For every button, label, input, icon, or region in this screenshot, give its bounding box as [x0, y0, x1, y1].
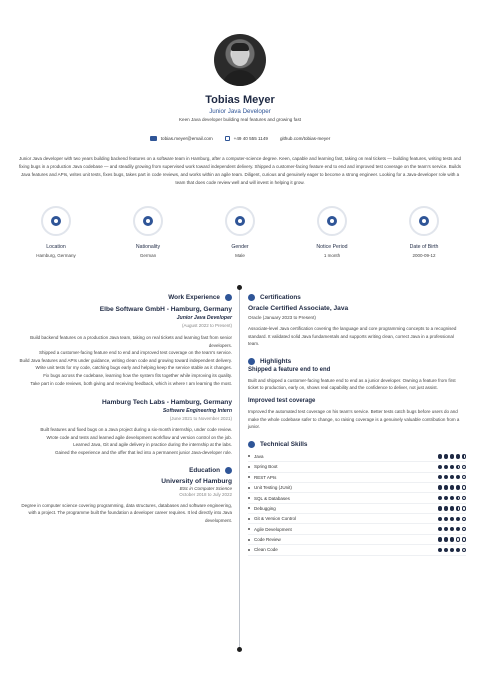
- fact-notice-period: Notice Period 1 month: [302, 206, 362, 258]
- rating-dot: [438, 506, 442, 510]
- rating-dot: [450, 548, 454, 552]
- rating-dot: [438, 485, 442, 489]
- location-pin-icon: [41, 206, 71, 236]
- candidate-name: Tobias Meyer: [205, 94, 275, 106]
- star-icon: [248, 358, 255, 365]
- section-work-experience: Work Experience: [14, 294, 232, 301]
- skill-row: [248, 514, 466, 524]
- fact-date-of-birth: Date of Birth 2000-09-12: [394, 206, 454, 258]
- fact-location: Location Hamburg, Germany: [26, 206, 86, 258]
- rating-dot: [438, 517, 442, 521]
- rating-dot: [462, 506, 466, 510]
- skill-row: [248, 524, 466, 534]
- skill-row: [248, 545, 466, 555]
- job-title: Junior Java Developer: [209, 108, 271, 115]
- rating-dot: [456, 506, 460, 510]
- skill-name: Code Review: [248, 537, 281, 542]
- rating-dot: [456, 454, 460, 458]
- rating-dot: [438, 454, 442, 458]
- contact-email[interactable]: tobias.meyer@email.com: [150, 136, 213, 141]
- skill-name: Debugging: [248, 506, 276, 511]
- skill-name: Java: [248, 454, 264, 459]
- rating-dot: [450, 506, 454, 510]
- section-highlights: Highlights: [248, 358, 466, 365]
- skill-rating: [438, 506, 466, 510]
- contact-bar: [0, 136, 480, 141]
- rating-dot: [450, 475, 454, 479]
- rating-dot: [462, 485, 466, 489]
- rating-dot: [444, 454, 448, 458]
- rating-dot: [438, 465, 442, 469]
- rating-dot: [438, 548, 442, 552]
- rating-dot: [444, 527, 448, 531]
- rating-dot: [450, 517, 454, 521]
- right-column: [248, 294, 466, 556]
- skill-name: SQL & Databases: [248, 496, 290, 501]
- rating-dot: [462, 537, 466, 541]
- hourglass-icon: [317, 206, 347, 236]
- skills-list: [248, 452, 466, 556]
- rating-dot: [456, 465, 460, 469]
- lightbulb-icon: [248, 441, 255, 448]
- skill-row: [248, 504, 466, 514]
- section-technical-skills: Technical Skills: [248, 441, 466, 448]
- skill-rating: [438, 527, 466, 531]
- briefcase-icon: [225, 294, 232, 301]
- rating-dot: [456, 475, 460, 479]
- skill-name: Unit Testing (JUnit): [248, 485, 292, 490]
- left-column: [14, 294, 232, 524]
- rating-dot: [438, 475, 442, 479]
- skill-rating: [438, 465, 466, 469]
- skill-name: Clean Code: [248, 547, 278, 552]
- rating-dot: [462, 496, 466, 500]
- rating-dot: [444, 465, 448, 469]
- rating-dot: [444, 475, 448, 479]
- rating-dot: [462, 465, 466, 469]
- skill-row: [248, 535, 466, 545]
- rating-dot: [450, 485, 454, 489]
- gear-icon: [248, 294, 255, 301]
- skill-name: REST APIs: [248, 475, 276, 480]
- graduation-cap-icon: [225, 467, 232, 474]
- flag-icon: [133, 206, 163, 236]
- rating-dot: [444, 485, 448, 489]
- person-icon: [225, 206, 255, 236]
- cake-icon: [409, 206, 439, 236]
- rating-dot: [456, 496, 460, 500]
- contact-phone[interactable]: +49 40 555 1149: [225, 136, 268, 141]
- phone-icon: [225, 136, 230, 141]
- contact-github[interactable]: github.com/tobias-meyer: [279, 136, 331, 141]
- skill-rating: [438, 517, 466, 521]
- skill-rating: [438, 548, 466, 552]
- section-certifications: Certifications: [248, 294, 466, 301]
- rating-dot: [450, 465, 454, 469]
- highlight-item-1: Shipped a feature end to end Built and shipped a customer-facing feature end to end as a junior developer. Owning a feature from first ticket to production, early on, shows real capability and the confidence to deliver, not just assist.: [248, 366, 456, 391]
- rating-dot: [444, 548, 448, 552]
- certification-entry: Oracle Certified Associate, Java Oracle (January 2023 to Present) Associate-level Java certification covering the language and core programming concepts to a recognised standard. It validated solid Java fundamentals and supports writing clean, correct Java in a professional team.: [248, 305, 457, 347]
- rating-dot: [462, 517, 466, 521]
- skill-row: [248, 452, 466, 462]
- tagline: Keen Java developer building real features and growing fast: [178, 117, 302, 122]
- skill-rating: [438, 454, 466, 458]
- job-entry-1: Elbe Software GmbH - Hamburg, Germany Junior Java Developer (August 2022 to Present) Build backend features on a production Java team, taking on real tickets and learning fast from senior developers. Shipped a customer-facing feature end to end and improved test coverage on the team's service. Build Java features and APIs under guidance, writing clean code and growing toward independent delivery. Write unit tests for my code, catching bugs early and helping keep the service stable as it changes. Fix bugs across the codebase, learning how the system fits together while improving its quality. Take part in code reviews, both giving and receiving feedback, which is where I am learning the most.: [19, 306, 232, 386]
- personal-facts: [22, 206, 458, 266]
- skill-row: [248, 473, 466, 483]
- rating-dot: [444, 496, 448, 500]
- skill-row: [248, 493, 466, 503]
- section-education: Education: [14, 467, 232, 474]
- rating-dot: [450, 527, 454, 531]
- skill-row: [248, 483, 466, 493]
- rating-dot: [438, 537, 442, 541]
- job-entry-2: Hamburg Tech Labs - Hamburg, Germany Software Engineering Intern (June 2021 to November 2021) Built features and fixed bugs on a Java project during a six-month internship, under code review. Wrote code and tests and learned agile development workflow and version control on the job. Learned Java, Git and agile delivery in practice during the internship at the labs. Gained the experience and the offer that led into a permanent junior Java-developer role.: [40, 399, 232, 455]
- skill-name: Agile Development: [248, 527, 292, 532]
- education-entry: University of Hamburg BSc in Computer Science October 2018 to July 2022 Degree in computer science covering programming, data structures, databases and software engineering, with a project. The programme built the foundation a developer career requires. It led directly into Java development.: [21, 477, 232, 523]
- skill-rating: [438, 485, 466, 489]
- rating-dot: [456, 485, 460, 489]
- skill-row: [248, 462, 466, 472]
- fact-gender: Gender Male: [210, 206, 270, 258]
- rating-dot: [462, 454, 466, 458]
- rating-dot: [450, 454, 454, 458]
- profile-photo: [214, 34, 266, 86]
- rating-dot: [444, 506, 448, 510]
- rating-dot: [444, 537, 448, 541]
- skill-rating: [438, 537, 466, 541]
- rating-dot: [462, 475, 466, 479]
- rating-dot: [438, 496, 442, 500]
- rating-dot: [462, 548, 466, 552]
- timeline-divider: [239, 287, 240, 649]
- rating-dot: [456, 548, 460, 552]
- email-icon: [150, 136, 157, 141]
- profile-summary: Junior Java developer with two years building backend features on a software team in Hamburg, after a computer-science degree. Keen, capable and learning fast, taking on real tickets — building features, writing tests and fixing bugs in a production Java codebase — and steadily growing from supervised work toward independent delivery. Shipped a customer-facing feature end to end and improved test coverage on the team's service. Builds Java features and APIs, writes unit tests, fixes bugs, takes part in code reviews, and works within an agile team. Diligent, curious and genuinely eager to become a strong engineer. Looking for a Java-developer role with a team that does code review well and will invest in helping it grow.: [18, 156, 462, 185]
- highlight-item-2: Improved test coverage Improved the automated test coverage on his team's service. Better tests catch bugs before users do and make the whole codebase safer to change, so raising coverage is a genuinely valuable contribution from a junior.: [248, 397, 460, 430]
- rating-dot: [450, 537, 454, 541]
- skill-name: Spring Boot: [248, 464, 278, 469]
- fact-nationality: Nationality German: [118, 206, 178, 258]
- skill-rating: [438, 496, 466, 500]
- rating-dot: [456, 517, 460, 521]
- timeline-bottom-dot: [237, 647, 242, 652]
- rating-dot: [444, 517, 448, 521]
- rating-dot: [456, 537, 460, 541]
- skill-name: Git & Version Control: [248, 516, 296, 521]
- rating-dot: [450, 496, 454, 500]
- rating-dot: [462, 527, 466, 531]
- skill-rating: [438, 475, 466, 479]
- rating-dot: [456, 527, 460, 531]
- timeline-top-dot: [237, 285, 242, 290]
- rating-dot: [438, 527, 442, 531]
